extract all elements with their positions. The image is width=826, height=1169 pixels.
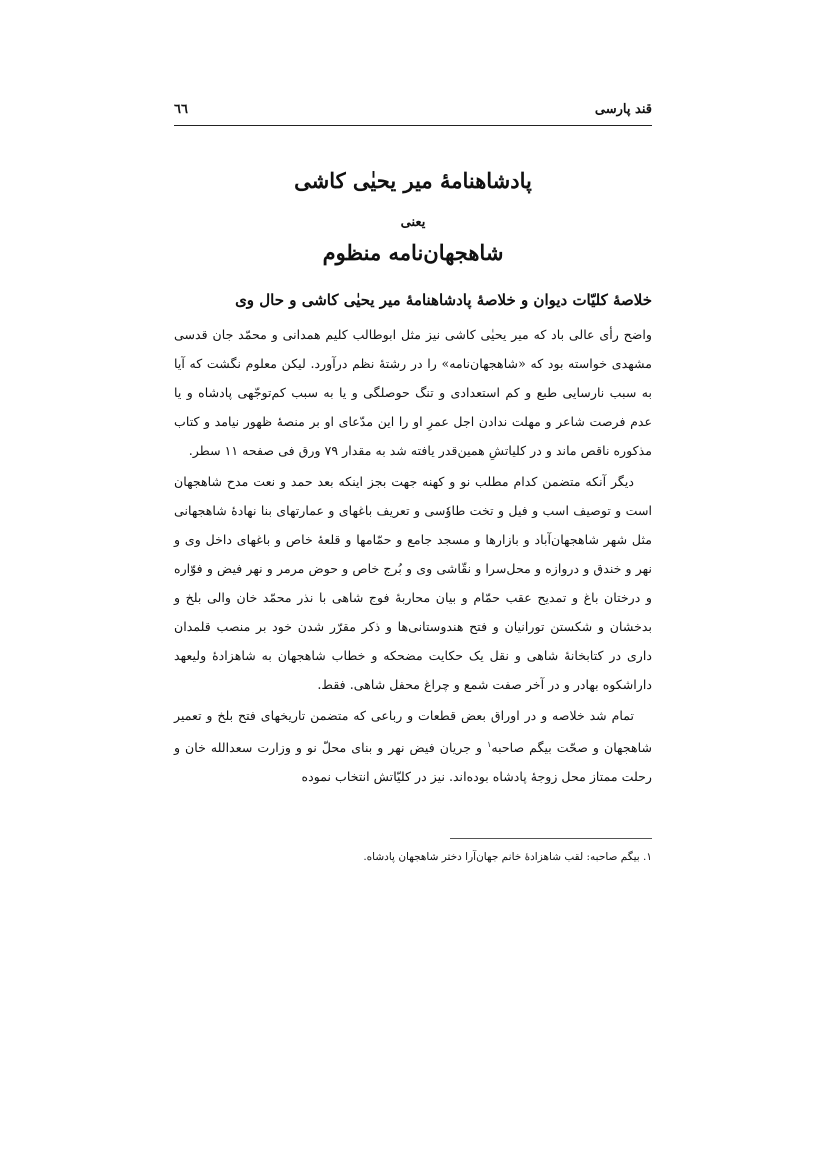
subtitle: شاهجهان‌نامه منظوم	[322, 240, 504, 265]
running-header	[174, 100, 652, 124]
title-connector: یعنی	[400, 215, 426, 230]
journal-title: قند پارسی	[594, 102, 652, 117]
paragraph-3-part-1: تمام شد خلاصه و در اوراق بعض قطعات و رباعی که متضمن تاریخهای فتح بلخ و تعمیر شاهجهان و صحّت بیگم صاحبه	[174, 708, 652, 756]
header-rule	[174, 125, 652, 126]
page-number: ٦٦	[174, 102, 188, 117]
section-heading: خلاصهٔ کلیّات دیوان و خلاصهٔ پادشاهنامهٔ میر یحیٰی کاشی و حال وی	[235, 291, 652, 309]
paragraph-2: دیگر آنکه متضمن کدام مطلب نو و کهنه جهت بجز اینکه بعد حمد و نعت مدح شاهجهان است و توصیف اسب و فیل و تخت طاوٗسی و تعریف باغهای و عمارتهای بنا نهادهٔ شاهجهانی مثل شهر شاهجهان‌آباد و بازارها و مسجد جامع و حمّامها و قلعهٔ خاص و باغهای داخل وی و نهر و خندق و دروازه و محل‌سرا و نقّاشی وی و بُرج خاص و حوض مرمر و نهر فیض و فوّاره و درختان باغ و تمدیح عقب حمّام و بیان محاربهٔ فوج شاهی با نذر محمّد خان والی بلخ و بدخشان و شکستن تورانیان و فتح هندوستانی‌ها و ذکر مقرّر شدن خود بر منصب قلمدان داری در کتابخانهٔ شاهی و نقل یک حکایت مضحکه و خطاب شاهجهان به شاهزادهٔ ولیعهد داراشکوه بهادر و در آخر صفت شمع و چراغ محفل شاهی. فقط.	[174, 474, 652, 692]
paragraph-3	[174, 701, 652, 791]
paragraph-3-part-2: و جریان فیض نهر و بنای محلّ نو و وزارت سعدالله خان و رحلت ممتاز محل زوجهٔ پادشاه بوده‌اند. نیز در کلیّاتش انتخاب نموده	[174, 740, 652, 785]
paragraph-1: واضح رأی عالی باد که میر یحیٰی کاشی نیز مثل ابوطالب کلیم همدانی و محمّد جان قدسی مشهدی خواسته بود که «شاهجهان‌نامه» را در رشتهٔ نظم درآورد. لیکن معلوم نگشت که آیا به سبب نارسایی طبع و کم استعدادی و تنگ حوصلگی و یا به سبب کم‌توجّهی پادشاه و یا عدم فرصت شاعر و مهلت ندادن اجل عمرِ او را این مدّعای او بر منصهٔ ظهور نیامد و کتاب مذکوره ناقص ماند و در کلیاتشِ همین‌قدر یافته شد به مقدار ۷۹ ورق فی صفحه ۱۱ سطر.	[174, 327, 652, 458]
body-text	[174, 320, 652, 793]
footnote-rule	[450, 838, 652, 839]
footnote: ۱. بیگم صاحبه: لقب شاهزادهٔ خانم جهان‌آرا دختر شاهجهان پادشاه.	[363, 851, 652, 863]
main-title: پادشاهنامهٔ میر یحیٰی کاشی	[294, 168, 532, 193]
footnote-marker: ۱	[487, 740, 492, 749]
